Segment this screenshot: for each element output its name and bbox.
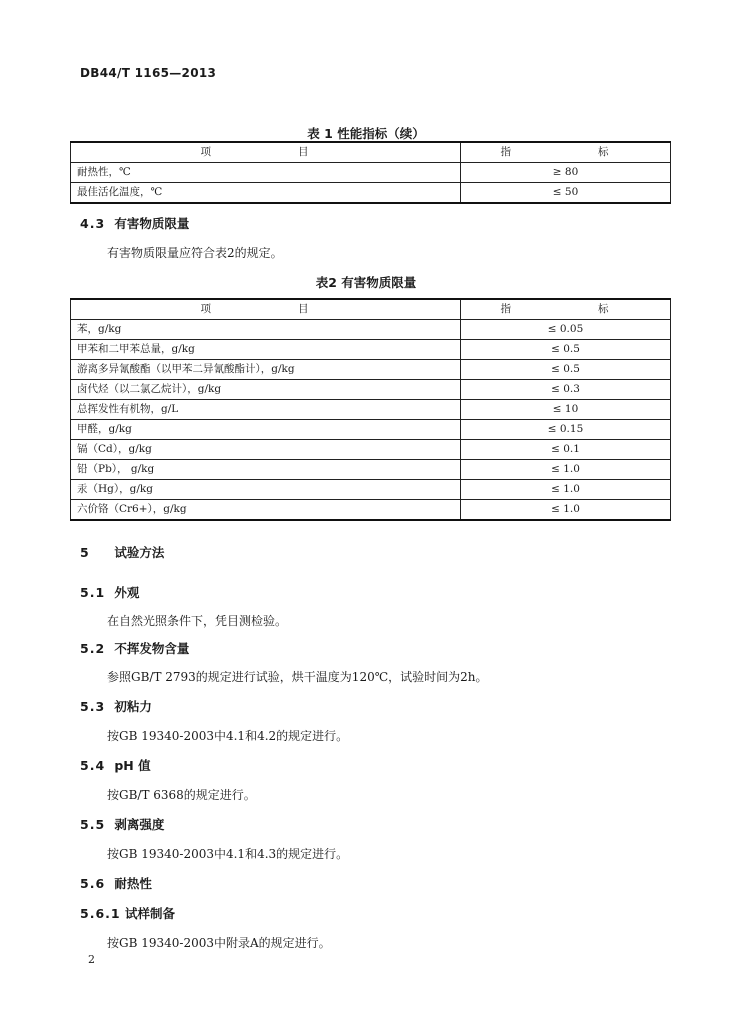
table-cell-value: ≤ 0.5 [461, 340, 671, 360]
section-number: 5.6.1 [80, 906, 121, 921]
section-title: 试样制备 [124, 906, 175, 921]
section-5-6-1-text: 按GB 19340-2003中附录A的规定进行。 [107, 936, 331, 950]
section-4-3-text: 有害物质限量应符合表2的规定。 [107, 246, 283, 260]
section-title: 外观 [114, 585, 140, 600]
section-5-5-heading [80, 815, 164, 833]
table-cell-value: ≤ 0.15 [461, 420, 671, 440]
section-4-3-heading [80, 214, 189, 232]
section-number: 5.4 [80, 758, 106, 773]
section-number: 4.3 [80, 216, 106, 231]
section-number: 5.1 [80, 585, 106, 600]
table-row [71, 400, 671, 420]
section-title: 试验方法 [114, 545, 165, 560]
table-row [71, 420, 671, 440]
section-5-3-heading [80, 697, 152, 715]
section-5-2-heading [80, 639, 189, 657]
table-cell-value: ≤ 1.0 [461, 480, 671, 500]
section-title: 不挥发物含量 [114, 641, 190, 656]
table-cell-item: 汞（Hg），g/kg [71, 480, 461, 500]
section-title: 初粘力 [114, 699, 152, 714]
section-5-5-text: 按GB 19340-2003中4.1和4.3的规定进行。 [107, 847, 349, 861]
table1-caption: 表 1 性能指标（续） [307, 126, 425, 141]
section-title: 有害物质限量 [114, 216, 190, 231]
table-row [71, 360, 671, 380]
section-number: 5.6 [80, 876, 106, 891]
table2-header-value: 指 标 [461, 299, 671, 320]
table-cell-item: 镉（Cd），g/kg [71, 440, 461, 460]
table1-header-value: 指 标 [461, 142, 671, 163]
table-cell-value: ≤ 1.0 [461, 460, 671, 480]
table-cell-value: ≥ 80 [461, 163, 671, 183]
table-cell-item: 总挥发性有机物，g/L [71, 400, 461, 420]
table-cell-item: 六价铬（Cr6+），g/kg [71, 500, 461, 521]
table-row [71, 340, 671, 360]
section-title: pH 值 [114, 758, 151, 773]
table-cell-item: 铅（Pb）， g/kg [71, 460, 461, 480]
section-5-4-text: 按GB/T 6368的规定进行。 [107, 788, 256, 802]
table1 [70, 141, 671, 204]
table-cell-item: 耐热性，℃ [71, 163, 461, 183]
table-cell-value: ≤ 0.05 [461, 320, 671, 340]
section-title: 耐热性 [114, 876, 152, 891]
section-5-1-heading [80, 583, 139, 601]
table-cell-value: ≤ 50 [461, 183, 671, 204]
table-cell-value: ≤ 10 [461, 400, 671, 420]
section-5-2-text: 参照GB/T 2793的规定进行试验，烘干温度为120℃，试验时间为2h。 [107, 670, 488, 684]
table2-caption: 表2 有害物质限量 [315, 275, 417, 290]
section-number: 5.2 [80, 641, 106, 656]
table-row [71, 163, 671, 183]
table-row [71, 320, 671, 340]
table-row [71, 380, 671, 400]
page-number: 2 [88, 953, 95, 966]
table-cell-value: ≤ 0.3 [461, 380, 671, 400]
table-cell-item: 甲醛，g/kg [71, 420, 461, 440]
section-5-3-text: 按GB 19340-2003中4.1和4.2的规定进行。 [107, 729, 349, 743]
table2-header-row [71, 299, 671, 320]
table1-header-row [71, 142, 671, 163]
section-5-6-1-heading [80, 904, 175, 922]
section-5-4-heading [80, 756, 151, 774]
document-code: DB44/T 1165—2013 [80, 66, 217, 80]
section-5-6-heading [80, 874, 152, 892]
table1-header-item: 项 目 [71, 142, 461, 163]
section-5-1-text: 在自然光照条件下，凭目测检验。 [107, 614, 288, 628]
table-row [71, 500, 671, 521]
section-number: 5.3 [80, 699, 106, 714]
table2 [70, 298, 671, 521]
section-number: 5 [80, 545, 90, 560]
section-5-heading [80, 543, 164, 561]
table-row [71, 183, 671, 204]
table-row [71, 480, 671, 500]
table-cell-value: ≤ 0.1 [461, 440, 671, 460]
table-row [71, 440, 671, 460]
table2-header-item: 项 目 [71, 299, 461, 320]
section-title: 剥离强度 [114, 817, 165, 832]
table-cell-item: 最佳活化温度，℃ [71, 183, 461, 204]
table-cell-item: 卤代烃（以二氯乙烷计），g/kg [71, 380, 461, 400]
table-cell-item: 游离多异氰酸酯（以甲苯二异氰酸酯计），g/kg [71, 360, 461, 380]
table-row [71, 460, 671, 480]
section-number: 5.5 [80, 817, 106, 832]
table-cell-item: 甲苯和二甲苯总量，g/kg [71, 340, 461, 360]
table-cell-value: ≤ 0.5 [461, 360, 671, 380]
table-cell-value: ≤ 1.0 [461, 500, 671, 521]
table-cell-item: 苯，g/kg [71, 320, 461, 340]
